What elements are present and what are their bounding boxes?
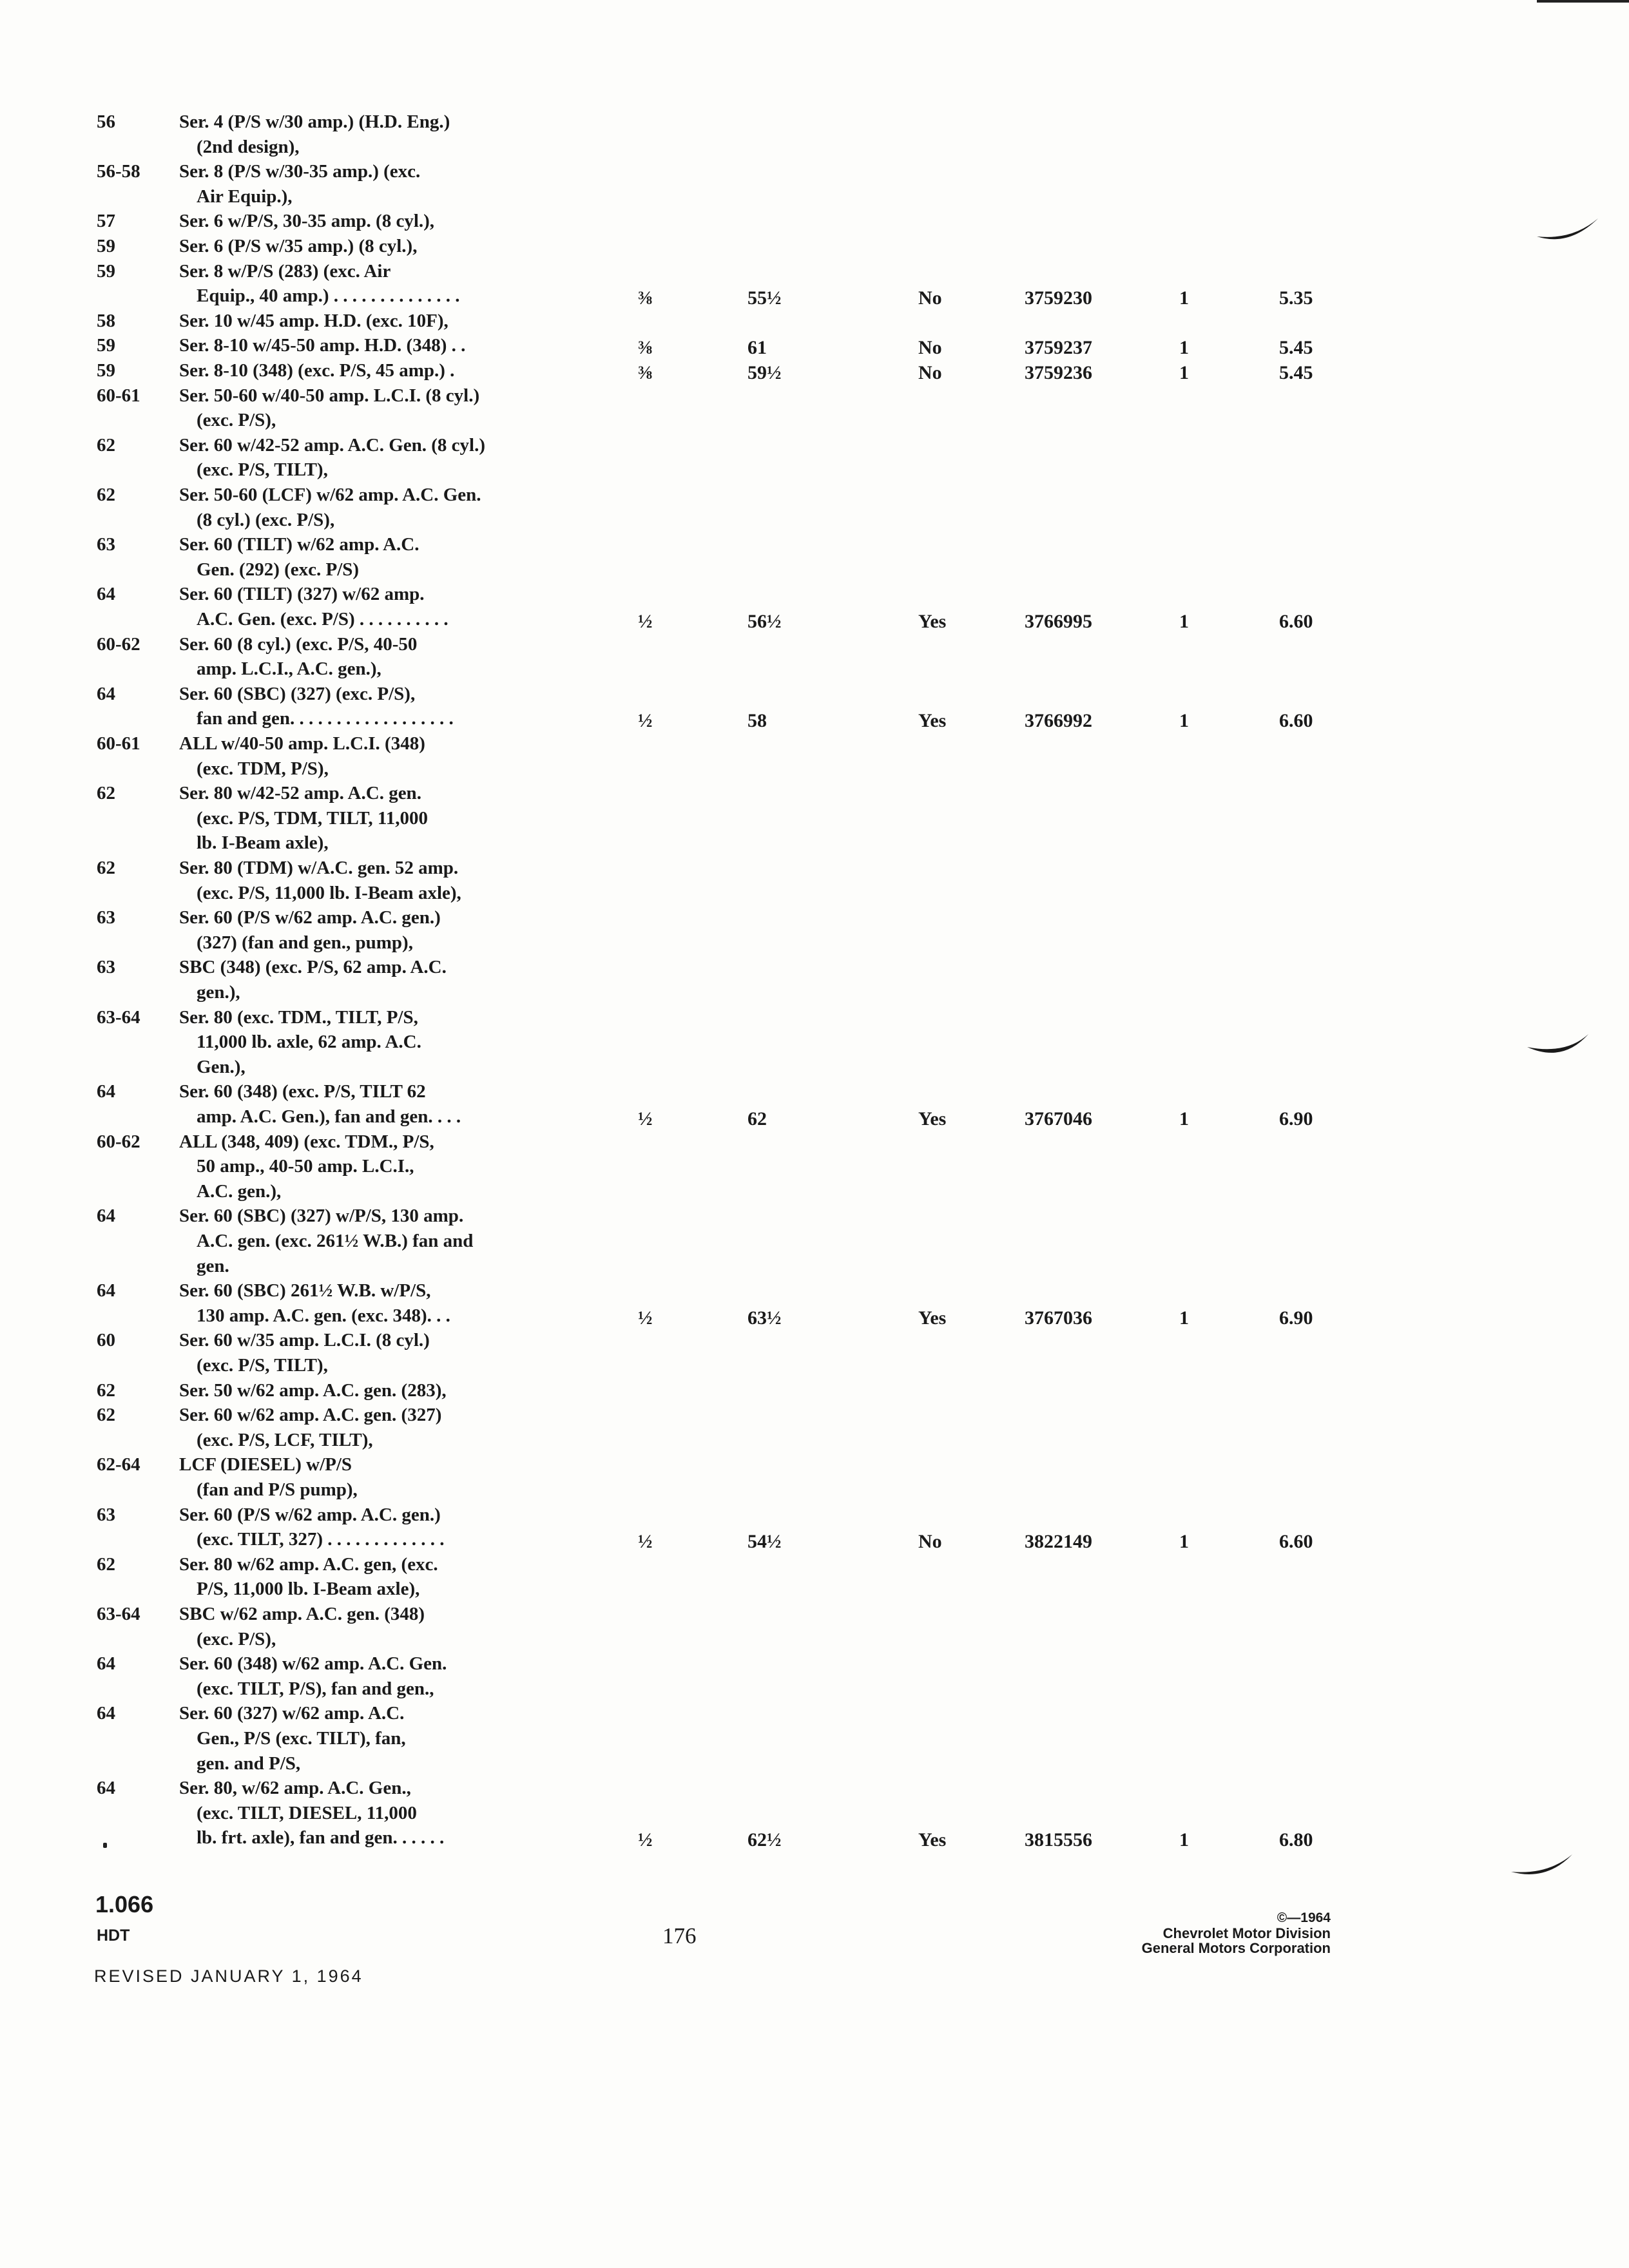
quantity: 1 <box>1179 1829 1189 1850</box>
row-description: Ser. 80 w/62 amp. A.C. gen, (exc. <box>179 1554 438 1575</box>
punch-mark-top <box>1534 209 1605 248</box>
belt-cogged: Yes <box>918 710 947 731</box>
row-description: Ser. 60 w/42-52 amp. A.C. Gen. (8 cyl.) <box>179 435 485 456</box>
belt-cogged: No <box>918 337 942 358</box>
belt-length: 62½ <box>747 1829 782 1850</box>
punch-mark-middle <box>1524 1028 1595 1066</box>
row-year: 62 <box>97 435 115 456</box>
row-year: 64 <box>97 1703 115 1724</box>
row-year: 60-62 <box>97 1131 140 1152</box>
belt-length: 59½ <box>747 362 782 383</box>
row-year: 63-64 <box>97 1007 140 1028</box>
row-year: 56-58 <box>97 161 140 182</box>
list-price: 6.90 <box>1279 1307 1313 1329</box>
row-description: Ser. 60 (P/S w/62 amp. A.C. gen.) <box>179 1504 441 1525</box>
row-year: 60-62 <box>97 634 140 655</box>
belt-cogged: Yes <box>918 1108 947 1129</box>
row-year: 60-61 <box>97 733 140 754</box>
belt-length: 56½ <box>747 611 782 632</box>
row-description-continued: (exc. TILT, DIESEL, 11,000 <box>197 1803 417 1823</box>
row-description: Ser. 10 w/45 amp. H.D. (exc. 10F), <box>179 311 448 331</box>
row-description: Ser. 8 w/P/S (283) (exc. Air <box>179 261 391 282</box>
quantity: 1 <box>1179 362 1189 383</box>
row-description: Ser. 50 w/62 amp. A.C. gen. (283), <box>179 1380 447 1401</box>
belt-length: 55½ <box>747 287 782 309</box>
row-description: Ser. 4 (P/S w/30 amp.) (H.D. Eng.) <box>179 111 450 132</box>
belt-length: 63½ <box>747 1307 782 1329</box>
row-description: Ser. 80 (TDM) w/A.C. gen. 52 amp. <box>179 858 459 878</box>
row-year: 62 <box>97 485 115 505</box>
row-description-continued: gen.), <box>197 982 240 1003</box>
belt-width: ½ <box>638 1307 653 1329</box>
belt-width: ⅜ <box>638 287 653 309</box>
row-year: 59 <box>97 360 115 381</box>
row-description-continued: P/S, 11,000 lb. I-Beam axle), <box>197 1579 420 1599</box>
row-description: LCF (DIESEL) w/P/S <box>179 1454 352 1475</box>
list-price: 6.60 <box>1279 1531 1313 1552</box>
part-number: 3767036 <box>1025 1307 1092 1329</box>
row-year: 64 <box>97 1081 115 1102</box>
row-year: 63 <box>97 907 115 928</box>
row-description-continued: amp. L.C.I., A.C. gen.), <box>197 658 381 679</box>
row-description-continued: Gen. (292) (exc. P/S) <box>197 559 360 580</box>
row-year: 59 <box>97 261 115 282</box>
row-description-continued: 130 amp. A.C. gen. (exc. 348). . . <box>197 1305 450 1326</box>
row-year: 64 <box>97 684 115 704</box>
row-description-continued: (exc. TILT, P/S), fan and gen., <box>197 1678 434 1699</box>
row-description-continued: 11,000 lb. axle, 62 amp. A.C. <box>197 1032 421 1052</box>
part-number: 3766992 <box>1025 710 1092 731</box>
quantity: 1 <box>1179 287 1189 309</box>
belt-length: 58 <box>747 710 767 731</box>
row-year: 64 <box>97 584 115 604</box>
row-description-continued: lb. frt. axle), fan and gen. . . . . . <box>197 1827 445 1848</box>
quantity: 1 <box>1179 337 1189 358</box>
belt-cogged: Yes <box>918 611 947 632</box>
belt-cogged: Yes <box>918 1307 947 1329</box>
row-description-continued: (exc. P/S, TDM, TILT, 11,000 <box>197 808 429 829</box>
list-price: 6.60 <box>1279 611 1313 632</box>
part-number: 3759230 <box>1025 287 1092 309</box>
row-description: Ser. 60 (348) w/62 amp. A.C. Gen. <box>179 1653 447 1674</box>
row-year: 62 <box>97 1405 115 1425</box>
row-description-continued: (exc. P/S), <box>197 1629 276 1649</box>
row-description: Ser. 60 (327) w/62 amp. A.C. <box>179 1703 405 1724</box>
row-year: 56 <box>97 111 115 132</box>
row-year: 64 <box>97 1778 115 1798</box>
row-description-continued: Gen., P/S (exc. TILT), fan, <box>197 1728 406 1749</box>
belt-width: ⅜ <box>638 362 653 383</box>
part-number: 3759236 <box>1025 362 1092 383</box>
quantity: 1 <box>1179 611 1189 632</box>
belt-width: ½ <box>638 1108 653 1129</box>
part-number: 3766995 <box>1025 611 1092 632</box>
belt-width: ½ <box>638 710 653 731</box>
row-description-continued: (exc. P/S, TILT), <box>197 459 328 480</box>
row-description: Ser. 60 (SBC) (327) (exc. P/S), <box>179 684 416 704</box>
row-year: 62 <box>97 1554 115 1575</box>
row-description-continued: Gen.), <box>197 1057 246 1077</box>
row-year: 63 <box>97 1504 115 1525</box>
quantity: 1 <box>1179 1531 1189 1552</box>
page-number: 176 <box>662 1923 697 1948</box>
row-description-continued: fan and gen. . . . . . . . . . . . . . . . . . <box>197 708 454 729</box>
row-year: 64 <box>97 1280 115 1301</box>
row-year: 62 <box>97 783 115 803</box>
punch-mark-bottom <box>1508 1843 1579 1881</box>
row-description-continued: (exc. TILT, 327) . . . . . . . . . . . . . <box>197 1529 445 1550</box>
row-year: 63 <box>97 534 115 555</box>
row-description: Ser. 8 (P/S w/30-35 amp.) (exc. <box>179 161 421 182</box>
row-description-continued: (exc. P/S), <box>197 410 276 430</box>
belt-width: ½ <box>638 611 653 632</box>
stray-mark <box>103 1843 107 1848</box>
row-description-continued: amp. A.C. Gen.), fan and gen. . . . <box>197 1106 461 1127</box>
list-price: 5.35 <box>1279 287 1313 309</box>
row-year: 64 <box>97 1653 115 1674</box>
row-description-continued: (exc. P/S, 11,000 lb. I-Beam axle), <box>197 883 461 903</box>
belt-length: 54½ <box>747 1531 782 1552</box>
row-year: 57 <box>97 211 115 231</box>
section-number: 1.066 <box>95 1891 154 1917</box>
belt-width: ½ <box>638 1531 653 1552</box>
list-price: 6.90 <box>1279 1108 1313 1129</box>
row-description: Ser. 60 (SBC) 261½ W.B. w/P/S, <box>179 1280 431 1301</box>
row-description-continued: (exc. TDM, P/S), <box>197 758 329 779</box>
copyright-notice: ©—1964 <box>1277 1910 1331 1925</box>
row-description: Ser. 60 w/62 amp. A.C. gen. (327) <box>179 1405 442 1425</box>
part-number: 3759237 <box>1025 337 1092 358</box>
row-description: Ser. 8-10 (348) (exc. P/S, 45 amp.) . <box>179 360 455 381</box>
row-description-continued: gen. and P/S, <box>197 1753 301 1774</box>
publisher-division: Chevrolet Motor Division <box>1162 1925 1331 1941</box>
part-number: 3815556 <box>1025 1829 1092 1850</box>
belt-width: ⅜ <box>638 337 653 358</box>
list-price: 6.60 <box>1279 710 1313 731</box>
row-description-continued: (2nd design), <box>197 137 300 157</box>
row-description: Ser. 60 w/35 amp. L.C.I. (8 cyl.) <box>179 1330 430 1350</box>
publisher-corporation: General Motors Corporation <box>1141 1940 1331 1956</box>
row-description: Ser. 60 (8 cyl.) (exc. P/S, 40-50 <box>179 634 418 655</box>
row-description: SBC w/62 amp. A.C. gen. (348) <box>179 1604 425 1624</box>
row-year: 63 <box>97 957 115 977</box>
row-description: Ser. 60 (348) (exc. P/S, TILT 62 <box>179 1081 426 1102</box>
row-description: Ser. 50-60 (LCF) w/62 amp. A.C. Gen. <box>179 485 481 505</box>
belt-cogged: Yes <box>918 1829 947 1850</box>
row-year: 59 <box>97 335 115 356</box>
row-year: 64 <box>97 1206 115 1226</box>
row-description-continued: (327) (fan and gen., pump), <box>197 932 413 953</box>
row-description: Ser. 6 (P/S w/35 amp.) (8 cyl.), <box>179 236 418 256</box>
belt-width: ½ <box>638 1829 653 1850</box>
row-year: 58 <box>97 311 115 331</box>
row-description-continued: Air Equip.), <box>197 186 293 207</box>
quantity: 1 <box>1179 1108 1189 1129</box>
row-year: 62 <box>97 1380 115 1401</box>
list-price: 5.45 <box>1279 362 1313 383</box>
row-description-continued: (8 cyl.) (exc. P/S), <box>197 510 335 530</box>
row-description: Ser. 60 (P/S w/62 amp. A.C. gen.) <box>179 907 441 928</box>
row-year: 59 <box>97 236 115 256</box>
row-year: 62 <box>97 858 115 878</box>
row-description-continued: Equip., 40 amp.) . . . . . . . . . . . . . . <box>197 285 460 306</box>
belt-length: 62 <box>747 1108 767 1129</box>
row-description: Ser. 60 (TILT) w/62 amp. A.C. <box>179 534 419 555</box>
row-year: 60 <box>97 1330 115 1350</box>
scan-edge-line <box>1537 0 1629 3</box>
row-description: Ser. 80 w/42-52 amp. A.C. gen. <box>179 783 421 803</box>
row-description-continued: (exc. P/S, LCF, TILT), <box>197 1430 373 1450</box>
row-description-continued: (fan and P/S pump), <box>197 1479 358 1500</box>
belt-cogged: No <box>918 287 942 309</box>
row-description: SBC (348) (exc. P/S, 62 amp. A.C. <box>179 957 447 977</box>
row-year: 62-64 <box>97 1454 140 1475</box>
row-description: Ser. 50-60 w/40-50 amp. L.C.I. (8 cyl.) <box>179 385 480 406</box>
row-description-continued: A.C. Gen. (exc. P/S) . . . . . . . . . . <box>197 609 448 629</box>
row-description: ALL (348, 409) (exc. TDM., P/S, <box>179 1131 434 1152</box>
row-description: Ser. 6 w/P/S, 30-35 amp. (8 cyl.), <box>179 211 435 231</box>
row-description-continued: A.C. gen. (exc. 261½ W.B.) fan and <box>197 1231 474 1251</box>
row-year: 63-64 <box>97 1604 140 1624</box>
belt-cogged: No <box>918 1531 942 1552</box>
row-description: Ser. 8-10 w/45-50 amp. H.D. (348) . . <box>179 335 466 356</box>
row-description-continued: 50 amp., 40-50 amp. L.C.I., <box>197 1156 414 1177</box>
part-number: 3822149 <box>1025 1531 1092 1552</box>
row-description-continued: A.C. gen.), <box>197 1181 282 1202</box>
row-description-continued: (exc. P/S, TILT), <box>197 1355 328 1376</box>
quantity: 1 <box>1179 1307 1189 1329</box>
list-price: 6.80 <box>1279 1829 1313 1850</box>
belt-length: 61 <box>747 337 767 358</box>
row-description: ALL w/40-50 amp. L.C.I. (348) <box>179 733 425 754</box>
list-price: 5.45 <box>1279 337 1313 358</box>
section-code: HDT <box>97 1927 130 1945</box>
row-year: 60-61 <box>97 385 140 406</box>
row-description: Ser. 80, w/62 amp. A.C. Gen., <box>179 1778 411 1798</box>
row-description: Ser. 80 (exc. TDM., TILT, P/S, <box>179 1007 418 1028</box>
row-description: Ser. 60 (SBC) (327) w/P/S, 130 amp. <box>179 1206 464 1226</box>
quantity: 1 <box>1179 710 1189 731</box>
row-description: Ser. 60 (TILT) (327) w/62 amp. <box>179 584 425 604</box>
row-description-continued: gen. <box>197 1256 229 1276</box>
row-description-continued: lb. I-Beam axle), <box>197 832 329 853</box>
belt-cogged: No <box>918 362 942 383</box>
revised-date: REVISED JANUARY 1, 1964 <box>94 1966 363 1986</box>
part-number: 3767046 <box>1025 1108 1092 1129</box>
